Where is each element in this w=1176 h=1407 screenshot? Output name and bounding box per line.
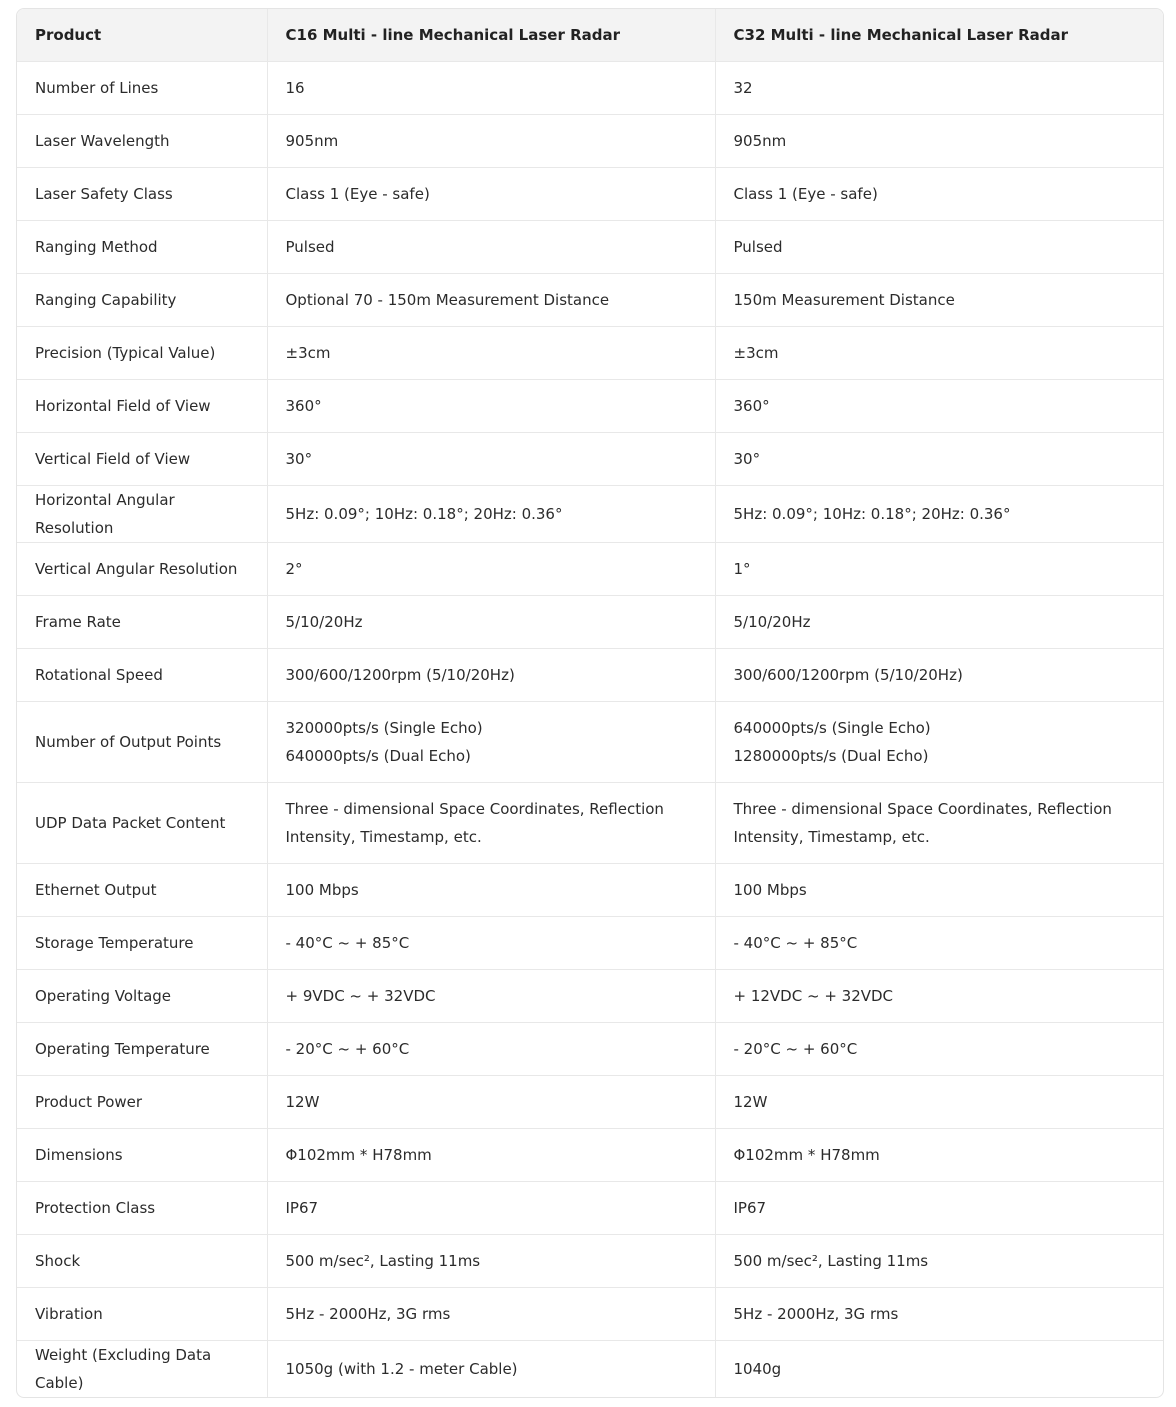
table-row [17, 1182, 1163, 1235]
c32-value-line: 1040g [733, 1360, 782, 1378]
row-label-cell: Ranging Method [17, 221, 267, 274]
row-label-cell: Laser Wavelength [17, 115, 267, 168]
c32-value-line: Φ102mm * H78mm [733, 1146, 880, 1164]
row-label-cell: Horizontal Angular Resolution [17, 486, 267, 543]
c16-value-line: Class 1 (Eye - safe) [285, 185, 430, 203]
c16-value-line: 5Hz - 2000Hz, 3G rms [285, 1305, 451, 1323]
c16-value-cell [267, 433, 715, 486]
c16-value-line: 320000pts/s (Single Echo) [285, 719, 483, 737]
c16-value-line: 1050g (with 1.2 - meter Cable) [285, 1360, 518, 1378]
table-row [17, 221, 1163, 274]
c16-value-cell [267, 327, 715, 380]
table-row [17, 1288, 1163, 1341]
table-row [17, 543, 1163, 596]
c16-value-cell [267, 649, 715, 702]
c32-value-cell [715, 327, 1163, 380]
c32-value-line: 500 m/sec², Lasting 11ms [733, 1252, 929, 1270]
table-row [17, 274, 1163, 327]
row-label-cell: Rotational Speed [17, 649, 267, 702]
table-row [17, 702, 1163, 783]
c16-value-cell [267, 1235, 715, 1288]
c16-value-line: 16 [285, 79, 305, 97]
row-label-cell: Vertical Field of View [17, 433, 267, 486]
c16-value-line: 12W [285, 1093, 320, 1111]
c32-value-line: - 20°C ~ + 60°C [733, 1040, 858, 1058]
row-label-cell: Vertical Angular Resolution [17, 543, 267, 596]
c32-value-line: 100 Mbps [733, 881, 807, 899]
table-row [17, 970, 1163, 1023]
table-row [17, 1235, 1163, 1288]
c32-value-cell [715, 1235, 1163, 1288]
c16-value-line: - 40°C ~ + 85°C [285, 934, 410, 952]
c16-value-cell [267, 917, 715, 970]
c32-value-line: 1° [733, 560, 751, 578]
row-label-cell: Shock [17, 1235, 267, 1288]
c16-value-line: Φ102mm * H78mm [285, 1146, 432, 1164]
c32-value-cell [715, 1023, 1163, 1076]
c16-value-line: 5/10/20Hz [285, 613, 363, 631]
c32-value-cell [715, 864, 1163, 917]
table-row [17, 486, 1163, 543]
c16-value-cell [267, 1182, 715, 1235]
c16-value-cell [267, 221, 715, 274]
table-row [17, 649, 1163, 702]
c32-value-cell [715, 115, 1163, 168]
c32-value-cell [715, 783, 1163, 864]
row-label-cell: Operating Temperature [17, 1023, 267, 1076]
c32-value-cell [715, 168, 1163, 221]
c32-value-cell [715, 433, 1163, 486]
c32-value-line: 640000pts/s (Single Echo) [733, 719, 931, 737]
c32-value-line: 30° [733, 450, 761, 468]
table-row [17, 115, 1163, 168]
row-label-cell: Number of Output Points [17, 702, 267, 783]
c32-value-cell [715, 1341, 1163, 1398]
c16-value-cell [267, 864, 715, 917]
row-label-cell: UDP Data Packet Content [17, 783, 267, 864]
c32-value-line: 905nm [733, 132, 787, 150]
row-label-cell: Horizontal Field of View [17, 380, 267, 433]
c16-value-line: 100 Mbps [285, 881, 359, 899]
c32-value-line: 32 [733, 79, 753, 97]
table-row [17, 596, 1163, 649]
row-label-cell: Vibration [17, 1288, 267, 1341]
row-label-cell: Weight (Excluding Data Cable) [17, 1341, 267, 1398]
c32-value-cell [715, 1182, 1163, 1235]
c32-value-line: 1280000pts/s (Dual Echo) [733, 747, 929, 765]
table-row [17, 380, 1163, 433]
c16-value-line: IP67 [285, 1199, 319, 1217]
c32-value-cell [715, 1129, 1163, 1182]
spec-table [17, 9, 1163, 1397]
c32-value-cell [715, 221, 1163, 274]
c32-value-line: Intensity, Timestamp, etc. [733, 828, 930, 846]
table-row [17, 1023, 1163, 1076]
c32-value-cell [715, 596, 1163, 649]
c16-value-line: ±3cm [285, 344, 331, 362]
c16-value-cell [267, 543, 715, 596]
c32-value-line: 360° [733, 397, 770, 415]
c16-value-cell [267, 1341, 715, 1398]
c16-value-line: 905nm [285, 132, 339, 150]
c16-value-cell [267, 783, 715, 864]
c32-value-line: 300/600/1200rpm (5/10/20Hz) [733, 666, 963, 684]
header-row [17, 9, 1163, 62]
c16-value-line: 360° [285, 397, 322, 415]
row-label-cell: Number of Lines [17, 62, 267, 115]
header-cell-c32: C32 Multi - line Mechanical Laser Radar [715, 9, 1163, 62]
c16-value-line: + 9VDC ~ + 32VDC [285, 987, 436, 1005]
c32-value-cell [715, 917, 1163, 970]
c16-value-line: Intensity, Timestamp, etc. [285, 828, 482, 846]
c32-value-cell [715, 702, 1163, 783]
row-label-cell: Dimensions [17, 1129, 267, 1182]
c16-value-cell [267, 62, 715, 115]
c32-value-line: 5/10/20Hz [733, 613, 811, 631]
header-cell-product: Product [17, 9, 267, 62]
row-label-cell: Precision (Typical Value) [17, 327, 267, 380]
c32-value-cell [715, 486, 1163, 543]
c32-value-cell [715, 1076, 1163, 1129]
c32-value-line: Class 1 (Eye - safe) [733, 185, 878, 203]
c32-value-line: 5Hz - 2000Hz, 3G rms [733, 1305, 899, 1323]
c32-value-line: Pulsed [733, 238, 783, 256]
c32-value-line: 12W [733, 1093, 768, 1111]
c32-value-line: 5Hz: 0.09°; 10Hz: 0.18°; 20Hz: 0.36° [733, 505, 1011, 523]
c16-value-line: Three - dimensional Space Coordinates, Reflection [285, 800, 664, 818]
c32-value-line: IP67 [733, 1199, 767, 1217]
c32-value-line: - 40°C ~ + 85°C [733, 934, 858, 952]
c32-value-cell [715, 649, 1163, 702]
c32-value-line: ±3cm [733, 344, 779, 362]
table-row [17, 864, 1163, 917]
c16-value-cell [267, 1076, 715, 1129]
row-label-cell: Laser Safety Class [17, 168, 267, 221]
c32-value-cell [715, 62, 1163, 115]
c16-value-cell [267, 970, 715, 1023]
c16-value-cell [267, 380, 715, 433]
c32-value-line: 150m Measurement Distance [733, 291, 955, 309]
row-label-cell: Storage Temperature [17, 917, 267, 970]
c16-value-cell [267, 1023, 715, 1076]
c16-value-line: 300/600/1200rpm (5/10/20Hz) [285, 666, 515, 684]
row-label-cell: Frame Rate [17, 596, 267, 649]
table-row [17, 433, 1163, 486]
c16-value-cell [267, 1129, 715, 1182]
spec-table-container [16, 8, 1164, 1398]
c16-value-line: 500 m/sec², Lasting 11ms [285, 1252, 481, 1270]
c32-value-cell [715, 1288, 1163, 1341]
table-header [17, 9, 1163, 62]
table-row [17, 917, 1163, 970]
table-row [17, 1341, 1163, 1398]
table-row [17, 1129, 1163, 1182]
row-label-cell: Operating Voltage [17, 970, 267, 1023]
row-label-cell: Ranging Capability [17, 274, 267, 327]
c16-value-line: Pulsed [285, 238, 335, 256]
c16-value-line: 2° [285, 560, 303, 578]
c32-value-cell [715, 970, 1163, 1023]
c16-value-cell [267, 1288, 715, 1341]
c32-value-cell [715, 543, 1163, 596]
table-row [17, 168, 1163, 221]
c32-value-line: + 12VDC ~ + 32VDC [733, 987, 894, 1005]
row-label-cell: Protection Class [17, 1182, 267, 1235]
c16-value-cell [267, 274, 715, 327]
table-row [17, 327, 1163, 380]
c16-value-line: 30° [285, 450, 313, 468]
c16-value-line: 640000pts/s (Dual Echo) [285, 747, 471, 765]
row-label-cell: Product Power [17, 1076, 267, 1129]
c32-value-cell [715, 274, 1163, 327]
table-row [17, 1076, 1163, 1129]
c16-value-cell [267, 486, 715, 543]
c32-value-cell [715, 380, 1163, 433]
header-cell-c16: C16 Multi - line Mechanical Laser Radar [267, 9, 715, 62]
table-body [17, 62, 1163, 1398]
c16-value-line: Optional 70 - 150m Measurement Distance [285, 291, 610, 309]
c16-value-line: - 20°C ~ + 60°C [285, 1040, 410, 1058]
c16-value-cell [267, 702, 715, 783]
table-row [17, 62, 1163, 115]
c16-value-cell [267, 168, 715, 221]
c16-value-line: 5Hz: 0.09°; 10Hz: 0.18°; 20Hz: 0.36° [285, 505, 563, 523]
c16-value-cell [267, 115, 715, 168]
row-label-cell: Ethernet Output [17, 864, 267, 917]
c32-value-line: Three - dimensional Space Coordinates, Reflection [733, 800, 1112, 818]
table-row [17, 783, 1163, 864]
c16-value-cell [267, 596, 715, 649]
